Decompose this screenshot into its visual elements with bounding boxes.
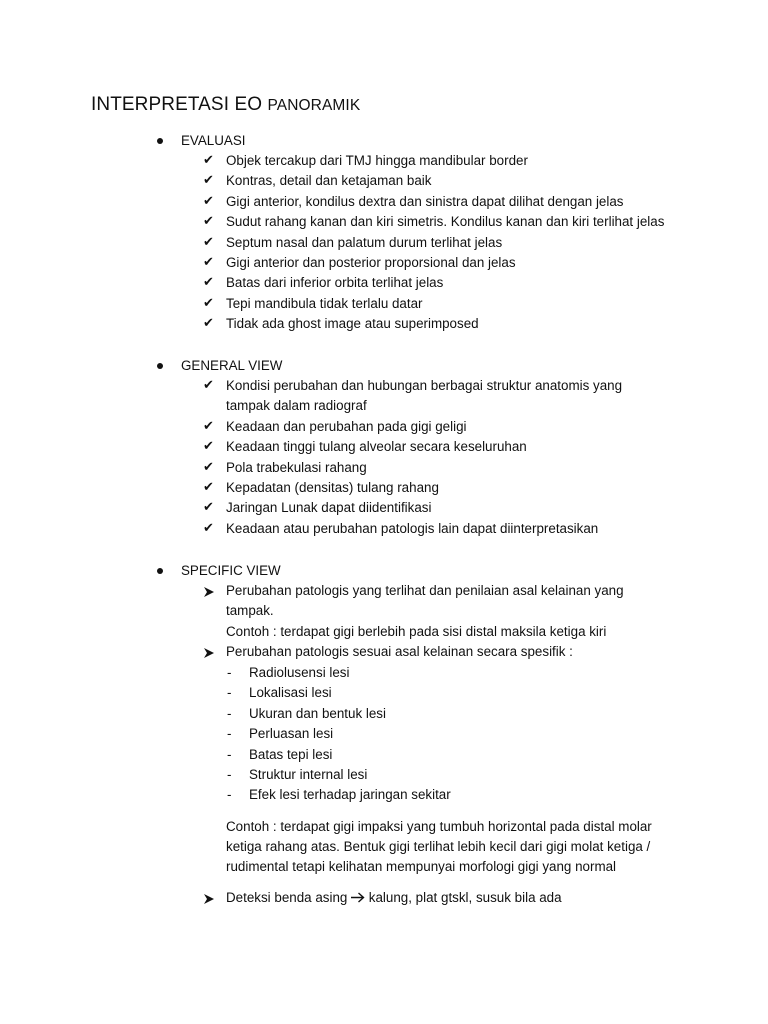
check-icon: ✔ bbox=[203, 173, 214, 188]
dash-item: Batas tepi lesi bbox=[249, 747, 333, 762]
example-text: Contoh : terdapat gigi impaksi yang tumbuh horizontal pada distal molar bbox=[226, 819, 652, 834]
list-item: Keadaan tinggi tulang alveolar secara keseluruhan bbox=[226, 439, 527, 454]
check-icon: ✔ bbox=[203, 296, 214, 311]
list-item: Gigi anterior, kondilus dextra dan sinistra dapat dilihat dengan jelas bbox=[226, 194, 624, 209]
list-item: Septum nasal dan palatum durum terlihat jelas bbox=[226, 235, 503, 250]
section-heading-specific-view: SPECIFIC VIEW bbox=[181, 563, 281, 578]
right-arrow-icon bbox=[351, 892, 365, 903]
dash-item: Radiolusensi lesi bbox=[249, 665, 350, 680]
example-text: rudimental tetapi kelihatan mempunyai morfologi gigi yang normal bbox=[226, 859, 617, 874]
list-item: Kondisi perubahan dan hubungan berbagai struktur anatomis yang bbox=[226, 378, 623, 393]
list-item: Keadaan atau perubahan patologis lain dapat diinterpretasikan bbox=[226, 521, 599, 536]
dash-item: Struktur internal lesi bbox=[249, 767, 368, 782]
list-item: Tidak ada ghost image atau superimposed bbox=[226, 316, 479, 331]
arrowhead-icon bbox=[203, 647, 215, 659]
list-item: Objek tercakup dari TMJ hingga mandibular border bbox=[226, 153, 528, 168]
list-item-text: Deteksi benda asing bbox=[226, 890, 352, 905]
check-icon: ✔ bbox=[203, 194, 214, 209]
check-icon: ✔ bbox=[203, 460, 214, 475]
list-item: Sudut rahang kanan dan kiri simetris. Kondilus kanan dan kiri terlihat jelas bbox=[226, 214, 665, 229]
list-item: Batas dari inferior orbita terlihat jelas bbox=[226, 275, 444, 290]
check-icon: ✔ bbox=[203, 500, 214, 515]
list-item: Gigi anterior dan posterior proporsional dan jelas bbox=[226, 255, 516, 270]
document-title bbox=[91, 94, 360, 116]
dash-bullet: - bbox=[227, 787, 232, 802]
dash-bullet: - bbox=[227, 665, 232, 680]
dash-bullet: - bbox=[227, 685, 232, 700]
dash-item: Lokalisasi lesi bbox=[249, 685, 332, 700]
list-item: Perubahan patologis yang terlihat dan penilaian asal kelainan yang bbox=[226, 583, 624, 598]
bullet-icon bbox=[157, 138, 163, 144]
arrowhead-icon bbox=[203, 893, 215, 905]
dash-item: Ukuran dan bentuk lesi bbox=[249, 706, 386, 721]
title-main: INTERPRETASI EO bbox=[91, 94, 268, 115]
title-small: PANORAMIK bbox=[267, 97, 361, 114]
list-item: Kontras, detail dan ketajaman baik bbox=[226, 173, 432, 188]
check-icon: ✔ bbox=[203, 439, 214, 454]
bullet-icon bbox=[157, 568, 163, 574]
list-item-continuation: tampak dalam radiograf bbox=[226, 398, 367, 413]
check-icon: ✔ bbox=[203, 480, 214, 495]
dash-bullet: - bbox=[227, 726, 232, 741]
list-item: Keadaan dan perubahan pada gigi geligi bbox=[226, 419, 467, 434]
check-icon: ✔ bbox=[203, 153, 214, 168]
dash-bullet: - bbox=[227, 706, 232, 721]
list-item: Perubahan patologis sesuai asal kelainan secara spesifik : bbox=[226, 644, 573, 659]
example-text: Contoh : terdapat gigi berlebih pada sisi distal maksila ketiga kiri bbox=[226, 624, 607, 639]
dash-bullet: - bbox=[227, 747, 232, 762]
list-item-continuation: tampak. bbox=[226, 603, 274, 618]
check-icon: ✔ bbox=[203, 316, 214, 331]
dash-item: Efek lesi terhadap jaringan sekitar bbox=[249, 787, 451, 802]
arrowhead-icon bbox=[203, 586, 215, 598]
list-item: Tepi mandibula tidak terlalu datar bbox=[226, 296, 423, 311]
dash-item: Perluasan lesi bbox=[249, 726, 334, 741]
check-icon: ✔ bbox=[203, 521, 214, 536]
list-item: Kepadatan (densitas) tulang rahang bbox=[226, 480, 439, 495]
dash-bullet: - bbox=[227, 767, 232, 782]
section-heading-evaluasi: EVALUASI bbox=[181, 133, 246, 148]
check-icon: ✔ bbox=[203, 419, 214, 434]
check-icon: ✔ bbox=[203, 214, 214, 229]
bullet-icon bbox=[157, 363, 163, 369]
list-item bbox=[226, 888, 562, 909]
list-item: Jaringan Lunak dapat diidentifikasi bbox=[226, 500, 432, 515]
check-icon: ✔ bbox=[203, 378, 214, 393]
check-icon: ✔ bbox=[203, 275, 214, 290]
list-item-text: kalung, plat gtskl, susuk bila ada bbox=[365, 890, 562, 905]
example-text: ketiga rahang atas. Bentuk gigi terlihat lebih kecil dari gigi molat ketiga / bbox=[226, 839, 651, 854]
check-icon: ✔ bbox=[203, 255, 214, 270]
section-heading-general-view: GENERAL VIEW bbox=[181, 358, 283, 373]
check-icon: ✔ bbox=[203, 235, 214, 250]
list-item: Pola trabekulasi rahang bbox=[226, 460, 367, 475]
